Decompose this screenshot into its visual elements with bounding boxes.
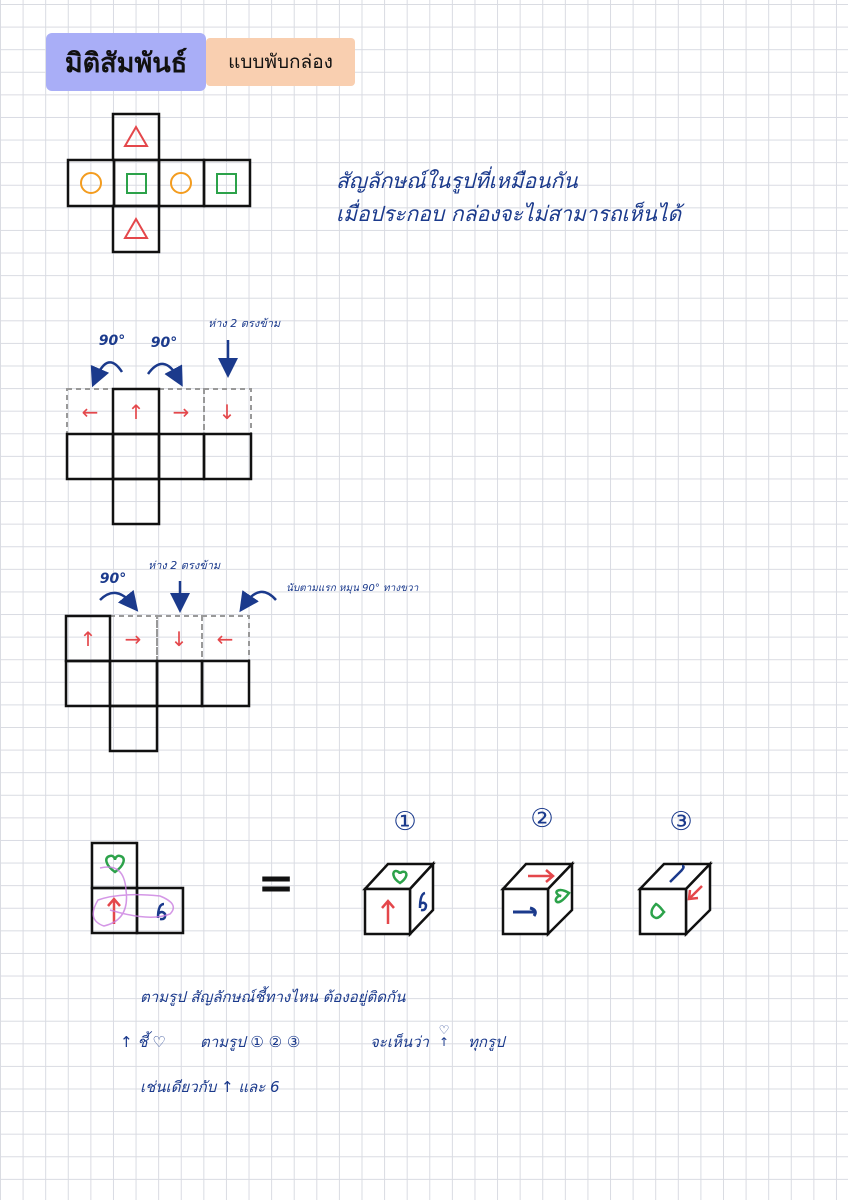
cube-option-3[interactable]	[640, 864, 710, 934]
section2-curve-arrow-left	[96, 362, 122, 378]
highlight-loop	[93, 867, 173, 926]
section2-angle-left: 90°	[98, 333, 126, 349]
option-label-1: ①	[393, 807, 417, 837]
section4-note-line3: เช่นเดียวกับ ↑ และ 6	[140, 1078, 280, 1096]
square-center	[127, 174, 146, 193]
circle-right	[171, 173, 191, 193]
square-far-right	[217, 174, 236, 193]
section2-arrow-1: ←	[81, 400, 99, 424]
triangle-top	[125, 127, 147, 146]
section3-arrow-4: ←	[216, 627, 234, 651]
section2-curve-arrow-right	[148, 364, 178, 378]
section3-note-opposite: ห่าง 2 ตรงข้าม	[148, 559, 221, 572]
section1-note-line2: เมื่อประกอบ กล่องจะไม่สามารถเห็นได้	[336, 202, 682, 226]
heart-icon	[106, 856, 123, 872]
cube-option-1[interactable]	[365, 864, 433, 934]
section3-curve-arrow-left	[100, 593, 132, 604]
section3-arrow-3: ↓	[170, 627, 188, 651]
section3-arrow-1: ↑	[79, 627, 97, 651]
cube-option-2[interactable]	[503, 864, 572, 934]
section2-arrow-4: ↓	[218, 400, 236, 424]
section3-curve-arrow-right	[245, 592, 276, 604]
section2-angle-right: 90°	[150, 335, 178, 351]
section4-partial-net	[92, 843, 183, 933]
triangle-bottom	[125, 219, 147, 238]
section1-note-line1: สัญลักษณ์ในรูปที่เหมือนกัน	[336, 169, 578, 193]
option-label-3: ③	[669, 807, 693, 837]
section4-note-line1: ตามรูป สัญลักษณ์ชี้ทางไหน ต้องอยู่ติดกัน	[140, 988, 406, 1006]
section4-note-line2c: จะเห็นว่า	[370, 1033, 429, 1051]
option-label-2: ②	[530, 804, 554, 834]
section3-angle: 90°	[99, 571, 127, 587]
section4-note-line2a: ↑ ชี้ ♡	[120, 1033, 166, 1051]
page-subtitle: แบบพับกล่อง	[206, 38, 355, 86]
page-title: มิติสัมพันธ์	[46, 33, 206, 91]
equals-sign: =	[257, 858, 295, 909]
section1-cube-net	[68, 114, 250, 252]
circle-left	[81, 173, 101, 193]
section4-note-line2d: ♡ ↑	[438, 1023, 450, 1049]
section4-note-line2b: ตามรูป ① ② ③	[200, 1033, 301, 1051]
section2-arrow-3: →	[172, 400, 190, 424]
section3-note-rotate: นับตามแรก หมุน 90° ทางขวา	[286, 583, 419, 594]
section4-note-line2e: ทุกรูป	[468, 1033, 505, 1051]
section2-note: ห่าง 2 ตรงข้าม	[208, 317, 281, 330]
section2-arrow-2: ↑	[127, 400, 145, 424]
section3-arrow-2: →	[124, 627, 142, 651]
